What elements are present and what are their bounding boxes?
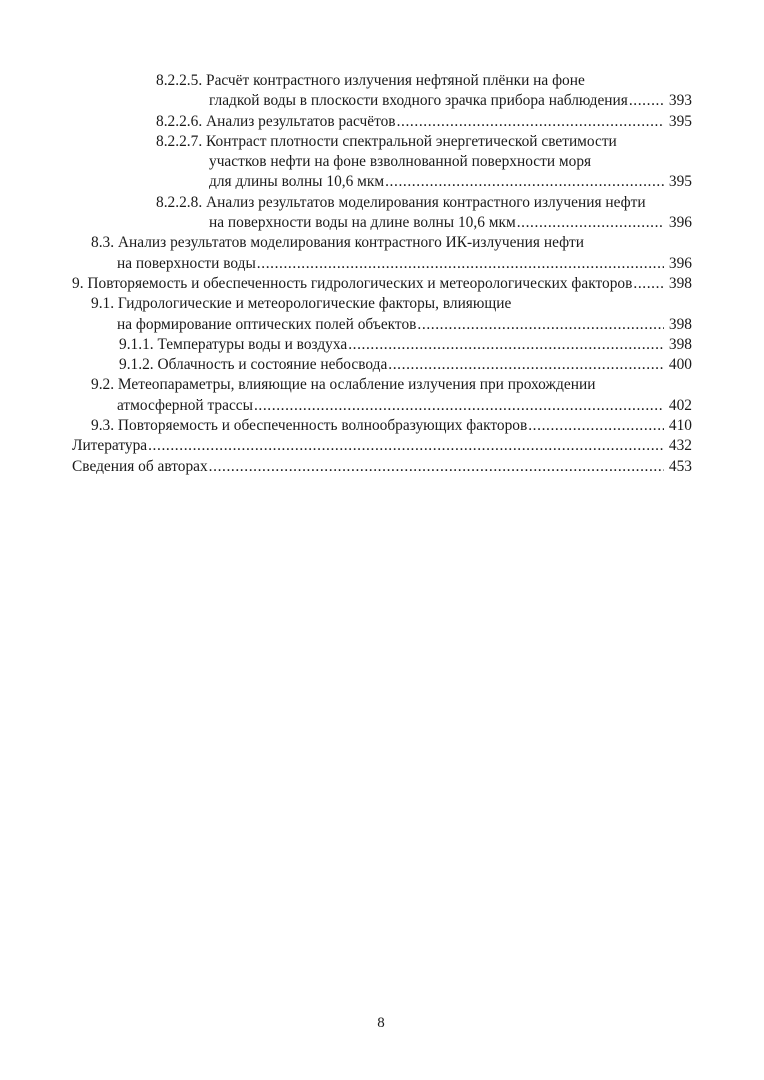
toc-entry-text: 8.2.2.6. Анализ результатов расчётов — [156, 112, 396, 130]
toc-entry-page: 432 — [668, 437, 692, 455]
toc-entry — [72, 152, 692, 172]
toc-entry — [72, 396, 692, 416]
toc-entry-text: 9.1. Гидрологические и метеорологические факторы, влияющие — [91, 295, 512, 313]
dot-leader — [256, 254, 664, 274]
dot-leader — [416, 315, 663, 335]
toc-entry-page: 396 — [668, 214, 692, 232]
toc-entry — [72, 274, 692, 294]
toc-entry-page: 395 — [668, 112, 692, 130]
toc-entry-text: 8.2.2.8. Анализ результатов моделирования контрастного излучения нефти — [156, 193, 646, 211]
toc-entry — [72, 91, 692, 111]
toc-entry-text: 9. Повторяемость и обеспеченность гидрологических и метеорологических факторов — [72, 274, 633, 292]
dot-leader — [384, 172, 664, 192]
toc-entry-page: 453 — [668, 457, 692, 475]
toc-entry-text: 8.3. Анализ результатов моделирования контрастного ИК-излучения нефти — [91, 234, 585, 252]
toc-entry-page: 398 — [668, 315, 692, 333]
dot-leader — [628, 91, 664, 111]
dot-leader — [147, 436, 664, 456]
toc-entry — [72, 233, 692, 253]
dot-leader — [396, 112, 664, 132]
toc-entry — [72, 436, 692, 456]
toc-entry-text: 9.1.1. Температуры воды и воздуха — [119, 335, 348, 353]
dot-leader — [208, 457, 664, 477]
page-number: 8 — [377, 1015, 385, 1031]
toc-entry-text: участков нефти на фоне взволнованной поверхности моря — [209, 153, 592, 171]
toc-entry — [72, 132, 692, 152]
toc-entry — [72, 416, 692, 436]
toc-entry-text: на поверхности воды на длине волны 10,6 мкм — [209, 214, 516, 232]
toc-entry-text: гладкой воды в плоскости входного зрачка прибора наблюдения — [209, 92, 628, 110]
toc-entry — [72, 71, 692, 91]
toc-entry-text: 9.1.2. Облачность и состояние небосвода — [119, 356, 388, 374]
toc-entry — [72, 254, 692, 274]
toc-entry-page: 398 — [668, 335, 692, 353]
toc-entry — [72, 213, 692, 233]
toc-entry-text: 8.2.2.5. Расчёт контрастного излучения нефтяной плёнки на фоне — [156, 72, 585, 89]
toc-entry-text: Сведения об авторах — [72, 457, 208, 475]
toc-entry-page: 400 — [668, 356, 692, 374]
toc-entry-page: 398 — [668, 274, 692, 292]
dot-leader — [347, 335, 664, 355]
dot-leader — [632, 274, 664, 294]
toc-entry-text: 9.3. Повторяемость и обеспеченность волнообразующих факторов — [91, 417, 528, 435]
table-of-contents — [72, 71, 692, 477]
toc-entry-text: 8.2.2.7. Контраст плотности спектральной энергетической светимости — [156, 132, 617, 150]
toc-entry-text: атмосферной трассы — [117, 396, 253, 414]
toc-entry — [72, 315, 692, 335]
toc-entry-text: 9.2. Метеопараметры, влияющие на ослабление излучения при прохождении — [91, 376, 596, 394]
toc-entry — [72, 457, 692, 477]
toc-entry-page: 410 — [668, 417, 692, 435]
toc-entry-text: на поверхности воды — [117, 254, 256, 272]
toc-entry-page: 402 — [668, 396, 692, 414]
toc-entry — [72, 294, 692, 314]
toc-entry-page: 393 — [668, 92, 692, 110]
dot-leader — [527, 416, 664, 436]
toc-entry-text: для длины волны 10,6 мкм — [209, 173, 385, 191]
dot-leader — [387, 355, 664, 375]
dot-leader — [516, 213, 664, 233]
toc-entry-text: на формирование оптических полей объектов — [117, 315, 417, 333]
toc-entry-page: 395 — [668, 173, 692, 191]
toc-entry — [72, 112, 692, 132]
toc-entry — [72, 335, 692, 355]
toc-entry — [72, 193, 692, 213]
dot-leader — [253, 396, 664, 416]
toc-entry-page: 396 — [668, 254, 692, 272]
toc-entry-text: Литература — [72, 437, 148, 455]
toc-entry — [72, 375, 692, 395]
toc-entry — [72, 172, 692, 192]
toc-entry — [72, 355, 692, 375]
